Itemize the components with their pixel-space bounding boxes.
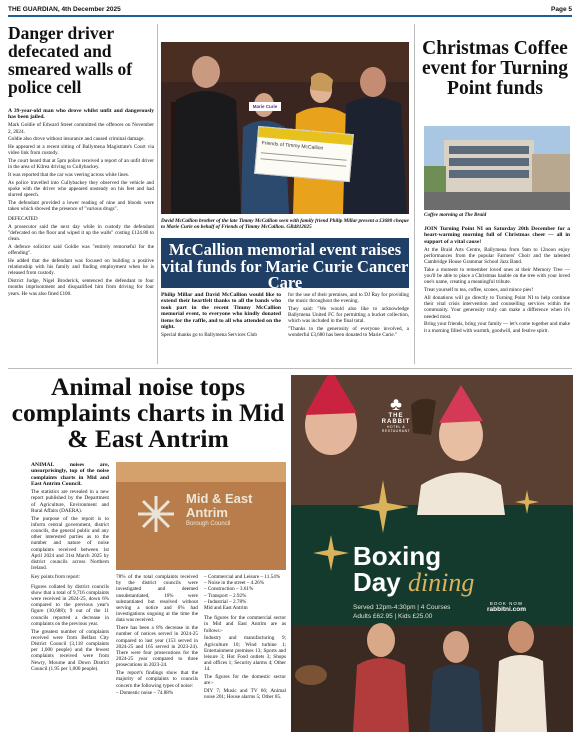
story-lead: JOIN Turning Point NI on Saturday 20th December for a heart-warming morning full of Christmas cheer — all in support of a vital cause! <box>424 226 570 245</box>
ad-brand-sub: HOTEL & RESTAURANT <box>381 425 411 433</box>
sign-line: Antrim <box>186 505 228 520</box>
advertisement-boxing-day[interactable] <box>291 375 573 732</box>
paragraph: The statistics are revealed in a new report published by the Department of Agriculture, Environment and Rural Affairs (DAERA). <box>31 489 109 514</box>
paragraph: At the Braid Arts Centre, Ballymena from 9am to 12noon enjoy performances from the popular Farmers' Choir and the talented Cambridge House Grammar School Jazz Band. <box>424 246 570 266</box>
story-body-animal-col1 <box>31 462 109 734</box>
paragraph: The court heard that at 5pm police received a report of an unfit driver in the area of Kilrea driving to Cullybackey. <box>8 158 154 171</box>
photo-council-sign <box>116 462 286 570</box>
paragraph: Figures collated by district councils show that a total of 9,716 complaints were received in 2024-25, down 6% compared to the previous year's figure (10,688); 9 out of the 11 councils reported a decrease in complaints on the previous year. <box>31 583 109 627</box>
sign-line: Borough Council <box>186 521 231 527</box>
list-item: – Transport – 2.92% <box>204 592 247 599</box>
column-divider <box>157 24 158 364</box>
paragraph: for the use of their premises, and to DJ Ray for providing the music throughout the evening. <box>288 292 409 305</box>
list-item: – Industrial – 2.78% <box>204 598 247 605</box>
paragraph: The figures for the commercial sector in Mid and East Antrim are as follows:- <box>204 615 286 634</box>
story-banner-mccallion: McCallion memorial event raises vital funds for Marie Curie Cancer Care <box>161 240 409 292</box>
photo-caption: Coffee morning at The Braid <box>424 212 487 218</box>
story-headline-danger-driver: Danger driver defecated and smeared walls of police cell <box>8 23 133 97</box>
list-item: – Domestic noise – 74.88% <box>116 690 174 697</box>
paragraph: As police travelled into Cullybackey they observed the vehicle and spoke with the driver who appeared unsteady on his feet and had slurred speech. <box>8 180 154 199</box>
rabbit-icon: ♣ <box>390 394 402 414</box>
photo-cheque-presentation <box>161 42 409 214</box>
paragraph: 78% of the total complaints received by the district councils were investigated and deemed unsubstantiated, 16% were substantiated but resolved without serving a notice and 6% had investigations ongoing at the time the data was received. <box>116 574 198 624</box>
paragraph: There has been a 8% decrease in the number of notices served in 2024-25 compared to last year (153 served in 2024-25 and 165 served in 2023-24). There were four prosecutions for the 2024-25 year compared to three prosecutions in 2023-24. <box>116 625 198 669</box>
paragraph: Industry and manufacturing 9; Agriculture 10; Wind turbine 1; Entertainment premises 13; Sports and leisure 3; Hot Food outlets 3; Shops and offices 1; Security alarms 4; Other 14. <box>204 635 286 673</box>
section-divider <box>8 368 572 369</box>
story-lead: ANIMAL noises are, unsurprisingly, top of the noise complaints charts in Mid and East Antrim Council. <box>31 462 109 488</box>
page-number: Page 5 <box>551 5 572 13</box>
paragraph: He added that the defendant was focused on building a positive relationship with his family and finding employment when he is released from custody. <box>8 258 154 277</box>
paragraph: DIY 7; Music and TV 66; Animal noise 201; House alarms 5; Other 85. <box>204 688 286 701</box>
sign-line: Mid & East <box>186 491 253 506</box>
story-body-christmas-coffee <box>424 226 570 364</box>
sign-lettering <box>186 492 252 529</box>
story-body-mccallion-col1 <box>161 292 281 364</box>
story-headline-christmas-coffee: Christmas Coffee event for Turning Point funds <box>422 38 568 99</box>
ad-details <box>353 603 450 621</box>
paragraph: Bring your friends, bring your family — let's come together and make it a morning filled with warmth, goodwill, and festive spirit. <box>424 321 570 334</box>
paragraph: All donations will go directly to Turning Point NI to help continue their vital crisis intervention and counselling services within the community. Your generosity truly can make a difference when it's needed most. <box>424 295 570 320</box>
marie-curie-sign: Marie Curie <box>249 102 281 111</box>
paragraph: The figures for the domestic sector are:- <box>204 674 286 687</box>
header-rule <box>8 15 572 17</box>
story-body-animal-col3 <box>204 574 286 734</box>
cheque-board <box>254 126 354 182</box>
ad-book-now-link[interactable] <box>487 601 526 613</box>
story-body-mccallion-col2 <box>288 292 409 364</box>
list-item: – Noise in the street – 4.26% <box>204 580 265 587</box>
subheading: DEFECATED <box>8 215 38 222</box>
photo-braid-building <box>424 126 570 210</box>
story-body-danger-driver <box>8 108 154 364</box>
paragraph: The report's findings show that the majority of complaints to councils concern the following types of noise: <box>116 670 198 689</box>
ad-brand: THE RABBIT <box>381 413 411 425</box>
paragraph: Mark Goldie of Edward Street committed the offences on November 2, 2024. <box>8 122 154 135</box>
photo-caption: David McCallion brother of the late Timmy McCallion seen with family friend Philip Millar present a £3680 cheque to Marie Curie on behalf of Friends of Timmy McCallion. GB4812025 <box>161 218 409 231</box>
ad-detail-line: Adults £62.95 | Kids £25.00 <box>353 613 433 620</box>
paragraph: Take a moment to remember loved ones at their Memory Tree — you'll be able to place a Christmas bauble on the tree with your loved one's name, creating a meaningful tribute. <box>424 267 570 286</box>
paragraph: "Thanks to the generosity of everyone involved, a wonderful £3,680 has been donated to Marie Curie." <box>288 326 409 339</box>
paragraph: He appeared at a recent sitting of Ballymena Magistrate's Court via video link from custody. <box>8 144 154 157</box>
ad-title-word: dining <box>407 568 475 597</box>
paragraph: Treat yourself to tea, coffee, scones, and mince pies! <box>424 287 534 294</box>
ad-title-word: Day <box>353 567 401 597</box>
paragraph: The defendant provided a lower reading of nine and bloods were taken which showed the presence of "various drugs". <box>8 200 154 213</box>
story-headline-animal-noise: Animal noise tops complaints charts in Mid & East Antrim <box>11 372 285 453</box>
ad-book-label: BOOK NOW <box>489 601 524 606</box>
building-illustration <box>424 126 570 210</box>
paragraph: The purpose of the report is to inform central government, district councils, the general public and any other interested parties as to the number and nature of noise complaints received between 1st April 2024 and 31st March 2025 by district councils across Northern Ireland. <box>31 515 109 572</box>
paragraph: Key points from report: <box>31 574 81 581</box>
list-item: – Commercial and Leisure – 11.54% <box>204 574 281 580</box>
paragraph: A defence solicitor said Goldie was "entirely remorseful for the offending". <box>8 244 154 257</box>
column-divider <box>414 24 415 364</box>
paragraph: They said: "We would also like to acknowledge Ballymena United FC for permitting a bucket collection, which was included in the final total. <box>288 306 409 325</box>
paragraph: It was reported that the car was veering across white lines. <box>8 172 130 179</box>
story-lead: Philip Millar and David McCallion would like to extend their heartfelt thanks to all the bands who took part in the recent Timmy McCallion memorial event, to everyone who kindly donated items for the raffle, and to all who attended on the night. <box>161 292 281 331</box>
ad-detail-line: Served 12pm-4:30pm | 4 Courses <box>353 604 451 611</box>
paragraph: A prosecutor said the next day while in custody the defendant "defecated on the floor and wiped it up the walls" costing £124.80 to clean. <box>8 223 154 243</box>
paragraph: The greatest number of complaints received were from Belfast City District Council (3,118 complaints per 1,000 people) and the fewest complaints received were from Newry, Mourne and Down District Council (1.95 per 1,000 people). <box>31 628 109 672</box>
page-header <box>8 3 572 15</box>
story-body-animal-col2 <box>116 574 198 734</box>
paragraph: Mid and East Antrim <box>204 605 248 612</box>
list-item: – Construction – 3.61% <box>204 586 254 593</box>
publication-date: THE GUARDIAN, 4th December 2025 <box>8 5 121 13</box>
ad-url[interactable]: rabbitni.com <box>487 606 527 613</box>
paragraph: Goldie also drove without insurance and caused criminal damage. <box>8 136 145 143</box>
paragraph: Special thanks go to Ballymena Services Club <box>161 332 257 339</box>
story-lead: A 39-year-old man who drove whilst unfit and dangerously has been jailed. <box>8 108 154 121</box>
cheque-text: Friends of Timmy McCallion <box>261 140 324 152</box>
rabbit-logo <box>373 395 419 433</box>
ad-title-word: Boxing <box>353 541 442 571</box>
paragraph: District Judge, Nigel Broderick, sentenced the defendant to four months imprisonment and disqualified him from driving for four years. He was also fined £100. <box>8 278 154 297</box>
ad-headline <box>353 543 474 596</box>
